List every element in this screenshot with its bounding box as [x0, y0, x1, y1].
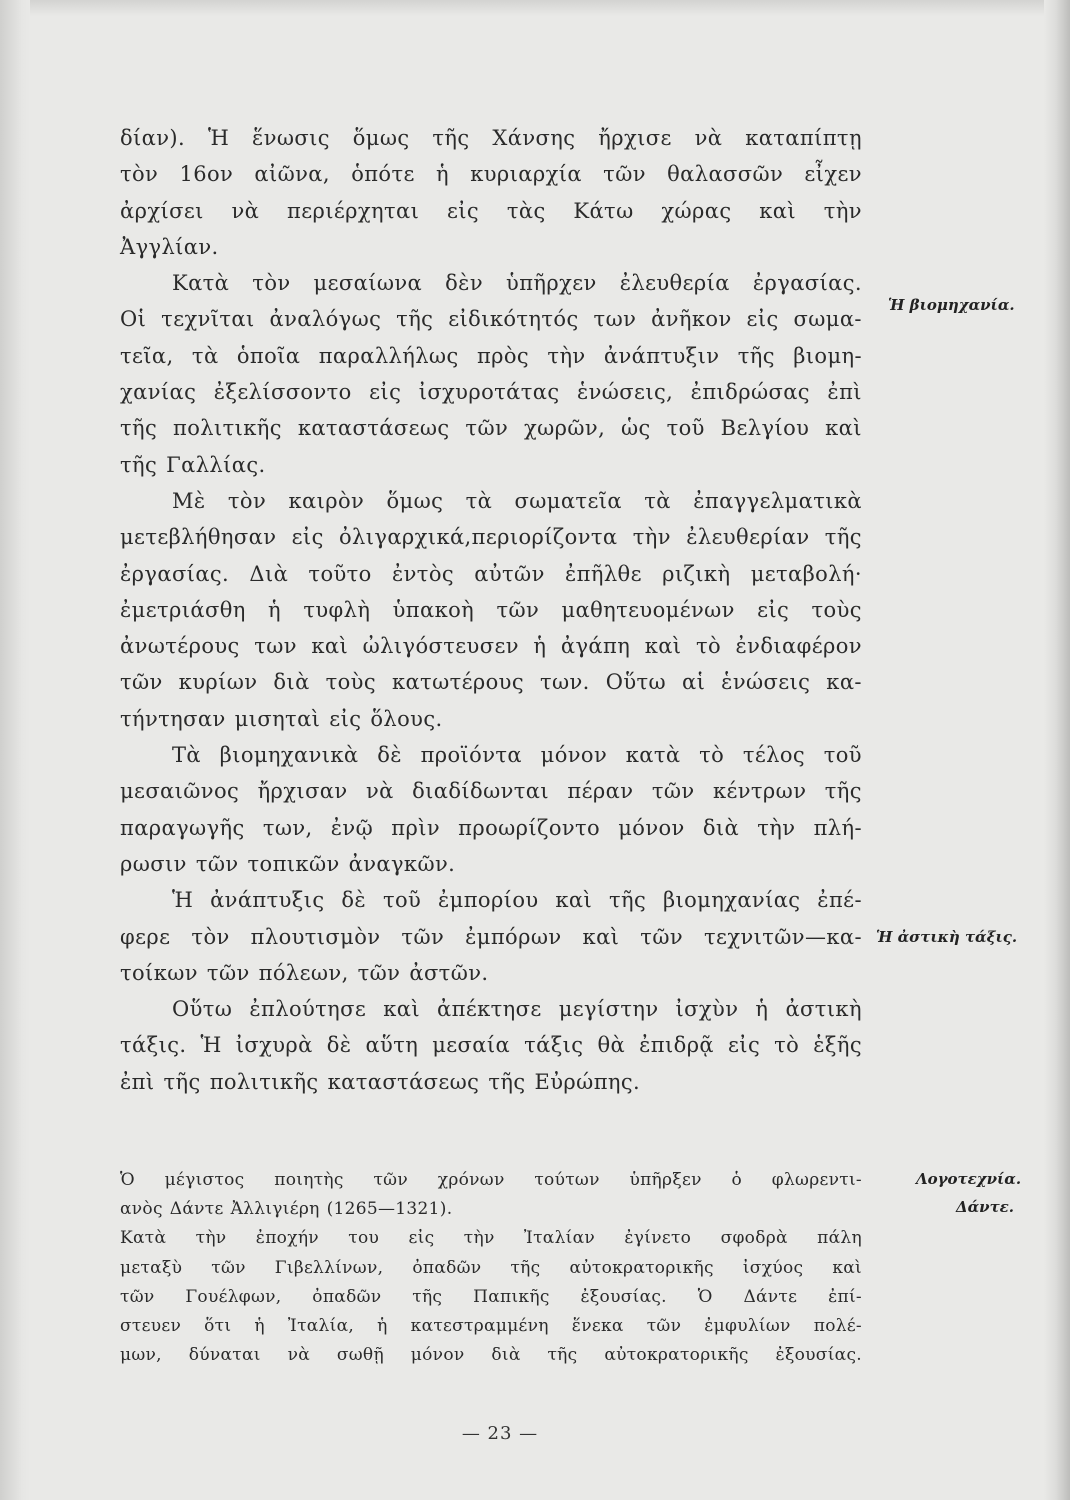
text-line: μετεβλήθησαν εἰς ὀλιγαρχικά,περιορίζοντα τὴν ἐλευθερίαν τῆς — [120, 525, 862, 550]
text-line: τάξις. Ἡ ἰσχυρὰ δὲ αὕτη μεσαία τάξις θὰ ἐπιδρᾷ εἰς τὸ ἑξῆς — [120, 1033, 862, 1058]
margin-note-dante: Δάντε. — [956, 1198, 1015, 1216]
text-line: Ἡ ἀνάπτυξις δὲ τοῦ ἐμπορίου καὶ τῆς βιομηχανίας ἐπέ- — [172, 888, 862, 913]
margin-note-bourgeoisie: Ἡ ἀστικὴ τάξις. — [876, 928, 1018, 946]
text-line: τῶν κυρίων διὰ τοὺς κατωτέρους των. Οὕτω αἱ ἑνώσεις κα- — [120, 670, 862, 695]
text-line: Τὰ βιομηχανικὰ δὲ προϊόντα μόνον κατὰ τὸ τέλος τοῦ — [172, 743, 862, 768]
text-line: Μὲ τὸν καιρὸν ὅμως τὰ σωματεῖα τὰ ἐπαγγελματικὰ — [172, 488, 862, 513]
text-line: τήντησαν μισηταὶ εἰς ὅλους. — [120, 706, 443, 731]
text-line: ἀρχίσει νὰ περιέρχηται εἰς τὰς Κάτω χώρας καὶ τὴν — [120, 198, 862, 223]
text-line: Κατὰ τὸν μεσαίωνα δὲν ὑπῆρχεν ἐλευθερία ἐργασίας. — [172, 271, 862, 296]
text-line: Κατὰ τὴν ἐποχήν του εἰς τὴν Ἰταλίαν ἐγίνετο σφοδρὰ πάλη — [120, 1228, 862, 1249]
text-line: μεταξὺ τῶν Γιβελλίνων, ὀπαδῶν τῆς αὐτοκρατορικῆς ἰσχύος καὶ — [120, 1257, 862, 1278]
main-text-block — [120, 120, 862, 1100]
text-line: τῆς Γαλλίας. — [120, 452, 266, 477]
text-line: μων, δύναται νὰ σωθῇ μόνον διὰ τῆς αὐτοκρατορικῆς ἐξουσίας. — [120, 1345, 862, 1366]
text-line: τῆς πολιτικῆς καταστάσεως τῶν χωρῶν, ὡς τοῦ Βελγίου καὶ — [120, 416, 862, 441]
page-top-shadow — [0, 0, 1070, 16]
text-line: Ἀγγλίαν. — [120, 234, 219, 259]
text-line: Οἱ τεχνῖται ἀναλόγως τῆς εἰδικότητός των ἀνῆκον εἰς σωμα- — [120, 307, 862, 332]
text-line: τοίκων τῶν πόλεων, τῶν ἀστῶν. — [120, 960, 489, 985]
text-line: Ὁ μέγιστος ποιητὴς τῶν χρόνων τούτων ὑπῆρξεν ὁ φλωρεντι- — [120, 1170, 862, 1190]
text-line: ανὸς Δάντε Ἀλλιγιέρη (1265—1321). — [120, 1199, 453, 1220]
text-line: δίαν). Ἡ ἕνωσις ὅμως τῆς Χάνσης ἤρχισε νὰ καταπίπτῃ — [120, 126, 862, 150]
text-line: ἀνωτέρους των καὶ ὠλιγόστευσεν ἡ ἀγάπη καὶ τὸ ἐνδιαφέρον — [120, 634, 862, 659]
margin-note-literature: Λογοτεχνία. — [916, 1170, 1022, 1188]
text-line: ἐμετριάσθη ἡ τυφλὴ ὑπακοὴ τῶν μαθητευομένων εἰς τοὺς — [120, 597, 862, 622]
text-line: παραγωγῆς των, ἐνῷ πρὶν προωρίζοντο μόνον διὰ τὴν πλή- — [120, 815, 862, 840]
footnote-text-block — [120, 1166, 862, 1370]
text-line: τεῖα, τὰ ὁποῖα παραλλήλως πρὸς τὴν ἀνάπτυξιν τῆς βιομη- — [120, 343, 862, 368]
text-line: φερε τὸν πλουτισμὸν τῶν ἐμπόρων καὶ τῶν τεχνιτῶν—κα- — [120, 924, 862, 949]
page-left-edge — [0, 0, 30, 1500]
text-line: στευεν ὅτι ἡ Ἰταλία, ἡ κατεστραμμένη ἕνεκα τῶν ἐμφυλίων πολέ- — [120, 1315, 862, 1336]
text-line: χανίας ἐξελίσσοντο εἰς ἰσχυροτάτας ἑνώσεις, ἐπιδρώσας ἐπὶ — [120, 380, 862, 405]
text-line: ἐργασίας. Διὰ τοῦτο ἐντὸς αὐτῶν ἐπῆλθε ριζικὴ μεταβολή· — [120, 561, 862, 586]
text-line: τὸν 16ον αἰῶνα, ὁπότε ἡ κυριαρχία τῶν θαλασσῶν εἶχεν — [120, 162, 862, 187]
margin-note-industry: Ἡ βιομηχανία. — [888, 296, 1015, 314]
text-line: ρωσιν τῶν τοπικῶν ἀναγκῶν. — [120, 851, 456, 876]
page-right-edge — [1044, 0, 1070, 1500]
text-line: ἐπὶ τῆς πολιτικῆς καταστάσεως τῆς Εὐρώπης. — [120, 1069, 641, 1094]
page-number: — 23 — — [461, 1423, 539, 1444]
text-line: τῶν Γουέλφων, ὀπαδῶν τῆς Παπικῆς ἐξουσίας. Ὁ Δάντε ἐπί- — [120, 1286, 862, 1307]
text-line: Οὕτω ἐπλούτησε καὶ ἀπέκτησε μεγίστην ἰσχὺν ἡ ἀστικὴ — [172, 997, 862, 1022]
text-line: μεσαιῶνος ἤρχισαν νὰ διαδίδωνται πέραν τῶν κέντρων τῆς — [120, 779, 862, 804]
